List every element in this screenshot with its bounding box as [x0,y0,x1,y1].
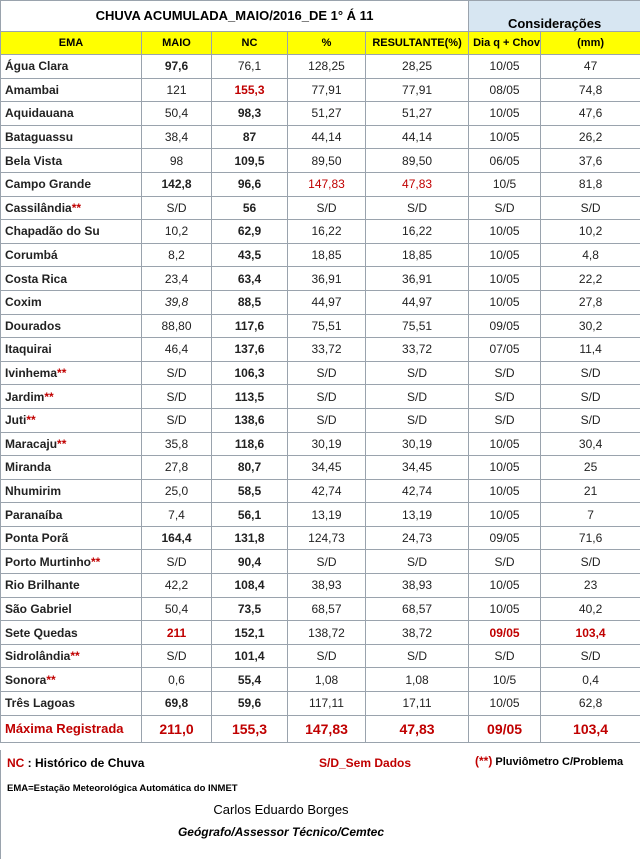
cell-pct: 30,19 [288,432,366,456]
table-row [1,125,640,149]
nc-legend-text: : Histórico de Chuva [24,756,145,770]
table-row [1,149,640,173]
cell-maio: S/D [142,408,212,432]
table-row [1,479,640,503]
cell-res: 18,85 [366,243,469,267]
header-ema: EMA [1,32,142,55]
cell-res: 44,14 [366,125,469,149]
cell-dia: 10/05 [469,267,541,291]
ema-name [1,361,142,385]
ema-name [1,503,142,527]
author-role: Geógrafo/Assessor Técnico/Cemtec [177,825,385,839]
cell-nc: 56,1 [212,503,288,527]
table-row [1,621,640,645]
cell-pct: S/D [288,385,366,409]
cell-pct: 33,72 [288,338,366,362]
cell-dia: 10/05 [469,290,541,314]
cell-dia: S/D [469,408,541,432]
nc-legend-label: NC [7,756,25,770]
cell-res: 38,93 [366,574,469,598]
cell-maio: S/D [142,550,212,574]
max-mm: 103,4 [541,715,640,742]
cell-dia: 09/05 [469,314,541,338]
cell-nc: 101,4 [212,644,288,668]
cell-nc: 76,1 [212,55,288,79]
cell-mm: 21 [541,479,640,503]
cell-dia: 10/05 [469,243,541,267]
cell-nc: 73,5 [212,597,288,621]
header-maio: MAIO [142,32,212,55]
cell-res: 13,19 [366,503,469,527]
table-row [1,385,640,409]
table-row [1,172,640,196]
ema-name [1,314,142,338]
cell-maio: 27,8 [142,456,212,480]
cell-dia: 10/05 [469,597,541,621]
ema-name [1,290,142,314]
problem-asterisk: ** [57,436,67,451]
table-row [1,550,640,574]
ema-legend: EMA=Estação Meteorológica Automática do INMET [7,783,238,794]
ema-name [1,644,142,668]
table-row [1,503,640,527]
cell-pct: 89,50 [288,149,366,173]
cell-nc: 113,5 [212,385,288,409]
cell-pct: 18,85 [288,243,366,267]
table-row [1,196,640,220]
cell-mm: 47,6 [541,102,640,126]
ema-name [1,479,142,503]
ema-label: Aquidauana [5,106,74,121]
cell-res: S/D [366,644,469,668]
nc-legend [7,756,144,770]
cell-res: 36,91 [366,267,469,291]
ema-name [1,172,142,196]
cell-pct: 34,45 [288,456,366,480]
cell-mm: 26,2 [541,125,640,149]
max-nc: 155,3 [212,715,288,742]
author-name: Carlos Eduardo Borges [213,802,349,817]
ema-name [1,574,142,598]
ema-label: Juti [5,413,27,428]
cell-pct: 38,93 [288,574,366,598]
cell-nc: 43,5 [212,243,288,267]
max-resultante: 47,83 [366,715,469,742]
ema-label: Itaquirai [5,342,52,357]
cell-res: 47,83 [366,172,469,196]
cell-res: 89,50 [366,149,469,173]
header-nc: NC [212,32,288,55]
cell-res: 33,72 [366,338,469,362]
table-row [1,526,640,550]
cell-mm: 81,8 [541,172,640,196]
ema-label: Chapadão do Su [5,224,100,239]
cell-dia: S/D [469,644,541,668]
cell-maio: 164,4 [142,526,212,550]
cell-dia: 10/05 [469,574,541,598]
ema-name [1,125,142,149]
max-pct: 147,83 [288,715,366,742]
ema-name [1,432,142,456]
cell-pct: 68,57 [288,597,366,621]
cell-maio: 8,2 [142,243,212,267]
ema-label: Corumbá [5,248,58,263]
cell-dia: 10/05 [469,125,541,149]
cell-mm: 10,2 [541,220,640,244]
table-row [1,644,640,668]
table-row [1,78,640,102]
cell-pct: 44,97 [288,290,366,314]
cell-maio: 88,80 [142,314,212,338]
cell-mm: 7 [541,503,640,527]
cell-pct: 44,14 [288,125,366,149]
ema-name [1,456,142,480]
ema-label: Amambai [5,82,60,97]
cell-res: S/D [366,385,469,409]
problem-asterisk: ** [57,366,67,381]
cell-res: 16,22 [366,220,469,244]
cell-mm: 47 [541,55,640,79]
cell-pct: S/D [288,550,366,574]
cell-maio: 7,4 [142,503,212,527]
cell-nc: 117,6 [212,314,288,338]
cell-dia: 08/05 [469,78,541,102]
cell-mm: 4,8 [541,243,640,267]
cell-maio: 98 [142,149,212,173]
cell-nc: 87 [212,125,288,149]
cell-maio: 35,8 [142,432,212,456]
cell-res: 38,72 [366,621,469,645]
header-resultante: RESULTANTE(%) [366,32,469,55]
cell-nc: 137,6 [212,338,288,362]
ema-name [1,55,142,79]
ema-name [1,621,142,645]
table-row [1,668,640,692]
ema-name [1,385,142,409]
cell-pct: 138,72 [288,621,366,645]
sd-legend: S/D_Sem Dados [319,756,412,770]
ema-label: Campo Grande [5,177,92,192]
cell-nc: 109,5 [212,149,288,173]
cell-mm: 62,8 [541,692,640,716]
ema-name [1,267,142,291]
ema-label: Três Lagoas [5,696,76,711]
cell-mm: 22,2 [541,267,640,291]
cell-dia: 10/05 [469,220,541,244]
cell-mm: S/D [541,408,640,432]
table-row [1,456,640,480]
max-row [1,715,640,742]
ema-name [1,149,142,173]
table-row [1,338,640,362]
cell-pct: 51,27 [288,102,366,126]
ema-name [1,526,142,550]
cell-mm: 71,6 [541,526,640,550]
max-maio: 211,0 [142,715,212,742]
cell-pct: 77,91 [288,78,366,102]
cell-res: 77,91 [366,78,469,102]
cell-mm: 74,8 [541,78,640,102]
cell-nc: 88,5 [212,290,288,314]
cell-mm: S/D [541,644,640,668]
table-row [1,55,640,79]
ema-label: Sonora [5,672,47,687]
ema-name [1,338,142,362]
cell-pct: S/D [288,361,366,385]
cell-nc: 56 [212,196,288,220]
problem-text: Pluviômetro C/Problema [495,756,624,768]
cell-nc: 55,4 [212,668,288,692]
table-row [1,267,640,291]
cell-pct: 128,25 [288,55,366,79]
cell-mm: 37,6 [541,149,640,173]
header-mm: (mm) [541,32,640,55]
cell-maio: 50,4 [142,597,212,621]
cell-mm: 27,8 [541,290,640,314]
cell-dia: S/D [469,385,541,409]
cell-nc: 96,6 [212,172,288,196]
cell-res: 42,74 [366,479,469,503]
ema-label: Paranaíba [5,507,63,522]
cell-maio: 142,8 [142,172,212,196]
cell-maio: S/D [142,644,212,668]
cell-dia: 10/05 [469,55,541,79]
ema-name [1,196,142,220]
cell-mm: S/D [541,361,640,385]
ema-name [1,102,142,126]
cell-maio: 211 [142,621,212,645]
cell-maio: 38,4 [142,125,212,149]
ema-name [1,220,142,244]
cell-pct: 75,51 [288,314,366,338]
cell-mm: 25 [541,456,640,480]
cell-nc: 152,1 [212,621,288,645]
ema-label: Cassilândia [5,200,72,215]
cell-res: 17,11 [366,692,469,716]
cell-dia: 10/05 [469,479,541,503]
cell-mm: S/D [541,385,640,409]
cell-maio: 0,6 [142,668,212,692]
cell-res: 75,51 [366,314,469,338]
cell-nc: 59,6 [212,692,288,716]
cell-nc: 63,4 [212,267,288,291]
cell-nc: 138,6 [212,408,288,432]
cell-dia: S/D [469,196,541,220]
cell-pct: S/D [288,196,366,220]
cell-maio: 39,8 [142,290,212,314]
cell-maio: 10,2 [142,220,212,244]
cell-mm: S/D [541,196,640,220]
ema-label: Nhumirim [5,483,62,498]
table-row [1,314,640,338]
cell-res: 1,08 [366,668,469,692]
ema-label: Dourados [5,318,62,333]
problem-asterisk: ** [71,200,82,215]
cell-dia: 10/05 [469,456,541,480]
table-row [1,361,640,385]
cell-dia: S/D [469,550,541,574]
max-label: Máxima Registrada [1,715,142,742]
cell-dia: 10/05 [469,432,541,456]
ema-label: Miranda [5,460,52,475]
table-row [1,290,640,314]
problem-asterisk: ** [70,649,80,664]
cell-pct: 117,11 [288,692,366,716]
cell-res: S/D [366,196,469,220]
cell-nc: 90,4 [212,550,288,574]
cell-dia: 07/05 [469,338,541,362]
consideracoes-header: Considerações [469,1,640,32]
footer [0,750,640,859]
table-row [1,574,640,598]
cell-maio: S/D [142,196,212,220]
cell-maio: 50,4 [142,102,212,126]
cell-mm: 30,4 [541,432,640,456]
problem-asterisk: ** [46,672,56,687]
ema-label: Ivinhema [5,366,58,381]
ema-name [1,668,142,692]
cell-mm: 103,4 [541,621,640,645]
cell-pct: 16,22 [288,220,366,244]
cell-res: 28,25 [366,55,469,79]
table-row [1,408,640,432]
ema-label: Água Clara [5,59,69,74]
table-row [1,432,640,456]
cell-res: 24,73 [366,526,469,550]
cell-dia: 10/05 [469,503,541,527]
table-row [1,102,640,126]
ema-name [1,597,142,621]
cell-maio: S/D [142,361,212,385]
cell-dia: 06/05 [469,149,541,173]
ema-label: Bela Vista [5,153,63,168]
ema-label: Rio Brilhante [5,578,80,593]
cell-mm: S/D [541,550,640,574]
cell-mm: 0,4 [541,668,640,692]
cell-nc: 108,4 [212,574,288,598]
cell-mm: 40,2 [541,597,640,621]
cell-res: S/D [366,408,469,432]
ema-label: Jardim [5,389,45,404]
cell-pct: 147,83 [288,172,366,196]
cell-res: 68,57 [366,597,469,621]
cell-pct: 13,19 [288,503,366,527]
cell-pct: 124,73 [288,526,366,550]
cell-nc: 58,5 [212,479,288,503]
ema-name [1,692,142,716]
cell-nc: 155,3 [212,78,288,102]
cell-dia: 10/5 [469,668,541,692]
cell-res: S/D [366,550,469,574]
ema-name [1,78,142,102]
cell-res: 44,97 [366,290,469,314]
cell-dia: 09/05 [469,526,541,550]
problem-asterisk: ** [44,389,54,404]
cell-nc: 62,9 [212,220,288,244]
cell-res: 30,19 [366,432,469,456]
cell-maio: S/D [142,385,212,409]
cell-dia: 10/05 [469,692,541,716]
problem-asterisk: ** [26,413,36,428]
cell-pct: 42,74 [288,479,366,503]
cell-maio: 25,0 [142,479,212,503]
problem-mark: (**) [475,754,493,768]
cell-nc: 106,3 [212,361,288,385]
ema-label: Maracaju [5,436,58,451]
header-pct: % [288,32,366,55]
ema-label: Porto Murtinho [5,554,91,569]
cell-pct: 36,91 [288,267,366,291]
ema-name [1,408,142,432]
cell-pct: 1,08 [288,668,366,692]
cell-nc: 80,7 [212,456,288,480]
table-row [1,692,640,716]
cell-maio: 121 [142,78,212,102]
cell-dia: 09/05 [469,621,541,645]
problem-asterisk: ** [90,554,101,569]
cell-nc: 131,8 [212,526,288,550]
ema-label: Coxim [5,295,42,310]
cell-maio: 97,6 [142,55,212,79]
cell-pct: S/D [288,408,366,432]
title-row [1,1,640,32]
cell-dia: 10/5 [469,172,541,196]
cell-maio: 23,4 [142,267,212,291]
cell-maio: 46,4 [142,338,212,362]
cell-maio: 69,8 [142,692,212,716]
header-row [1,32,640,55]
cell-pct: S/D [288,644,366,668]
header-dia: Dia q + Chov [469,32,541,55]
ema-label: São Gabriel [5,601,72,616]
table-row [1,597,640,621]
cell-nc: 118,6 [212,432,288,456]
cell-res: 34,45 [366,456,469,480]
max-dia: 09/05 [469,715,541,742]
cell-res: 51,27 [366,102,469,126]
cell-nc: 98,3 [212,102,288,126]
cell-dia: 10/05 [469,102,541,126]
cell-mm: 11,4 [541,338,640,362]
ema-name [1,550,142,574]
ema-name [1,243,142,267]
cell-dia: S/D [469,361,541,385]
cell-mm: 30,2 [541,314,640,338]
cell-res: S/D [366,361,469,385]
ema-label: Sete Quedas [5,625,78,640]
table-row [1,220,640,244]
ema-label: Sidrolândia [5,649,71,664]
cell-mm: 23 [541,574,640,598]
ema-label: Costa Rica [5,271,68,286]
ema-label: Bataguassu [5,130,74,145]
ema-label: Ponta Porã [5,531,69,546]
table-title: CHUVA ACUMULADA_MAIO/2016_DE 1° Á 11 [1,1,469,32]
cell-maio: 42,2 [142,574,212,598]
table-row [1,243,640,267]
problem-legend [475,754,623,768]
